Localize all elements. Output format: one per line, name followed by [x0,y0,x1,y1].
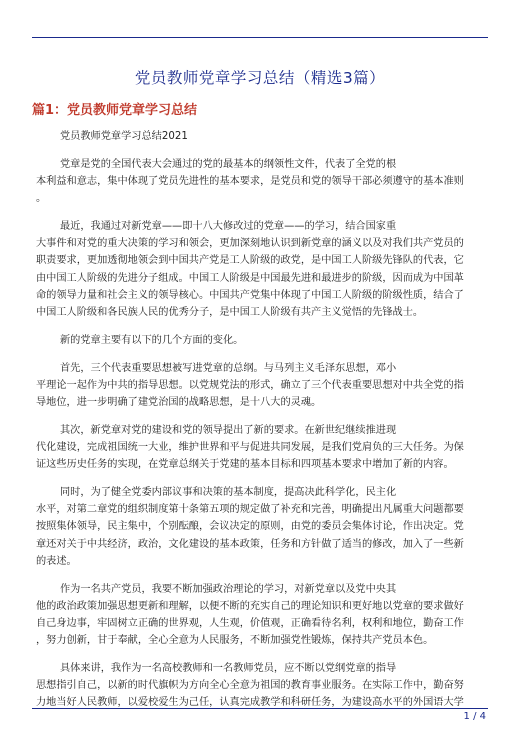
text-line: 职责要求，更加透彻地领会到中国共产党是工人阶级的政党，是中国工人阶级先锋队的代表，它 [36,255,464,267]
paragraph [36,484,486,570]
section-heading: 篇1：党员教师党章学习总结 [32,103,198,118]
page-number: 1 / 4 [463,711,486,722]
document-body [36,128,486,722]
text-line: 。 [36,193,47,205]
text-line: 命的领导力量和社会主义的领导核心。中国共产党集中体现了中国工人阶级的阶级性质，结合了 [36,289,464,301]
text-line: 按照集体领导，民主集中，个别酝酿，会议决定的原则，由党的委员会集体讨论，作出决定。党 [36,521,464,533]
bottom-rule [32,708,488,709]
text-line: 最近，我通过对新党章——即十八大修改过的党章——的学习，结合国家重 [60,221,397,232]
text-line: 本利益和意志，集中体现了党员先进性的基本要求，是党员和党的领导干部必须遵守的基本准则 [36,176,464,187]
text-line: 党章是党的全国代表大会通过的党的最基本的纲领性文件，代表了全党的根 [60,158,397,170]
text-line: 章还对关于中共经济，政治，文化建设的基本政策，任务和方针做了适当的修改，加入了一些新 [36,538,464,550]
text-line: 新的党章主要有以下的几个方面的变化。 [60,334,244,346]
text-line: 具体来讲，我作为一名高校教师和一名教师党员，应不断以党纲党章的指导 [60,663,397,675]
text-line: 证这些历史任务的实现，在党章总纲关于党建的基本目标和四项基本要求中增加了新的内容。 [36,459,454,471]
text-line: 作为一名共产党员，我要不断加强政治理论的学习，对新党章以及党中央其 [60,583,397,595]
paragraph [36,660,486,712]
text-line: 大事件和对党的重大决策的学习和领会，更加深刻地认识到新党章的涵义以及对我们共产党员的 [36,238,464,250]
text-line: 同时，为了健全党委内部议事和决策的基本制度，提高决此科学化，民主化 [60,487,397,499]
text-line: ，努力创新，甘于奉献，全心全意为人民服务，不断加强党性锻炼，保持共产党员本色。 [36,635,434,647]
paragraph [36,581,486,650]
text-line: 他的政治政策加强思想更新和理解，以便不断的充实自己的理论知识和更好地以党章的要求做好 [36,600,464,612]
paragraph [36,360,486,412]
text-line: 平理论一起作为中共的指导思想。以党规党法的形式，确立了三个代表重要思想对中共全党的指 [36,379,464,391]
text-line: 首先，三个代表重要思想被写进党章的总纲。与马列主义毛泽东思想，邓小 [60,362,397,374]
text-line: 自己身边事，牢固树立正确的世界观，人生观，价值观，正确看待名利，权利和地位，勤奋工作 [36,618,464,630]
top-rule [32,37,488,38]
text-line: 中国工人阶级和各民族人民的优秀分子，是中国工人阶级有共产主义觉悟的先锋战士。 [36,307,424,319]
paragraph [36,128,486,145]
text-line: 其次，新党章对党的建设和党的领导提出了新的要求。在新世纪继续推进现 [60,424,397,436]
text-line: 由中国工人阶级的先进分子组成。中国工人阶级是中国最先进和最进步的阶级，因而成为中国革 [36,272,464,284]
text-line: 导地位，进一步明确了建党治国的战略思想，是十八大的灵魂。 [36,397,322,409]
text-line: 党员教师党章学习总结2021 [60,131,188,142]
paragraph [36,156,486,208]
text-line: 代化建设，完成祖国统一大业，维护世界和平与促进共同发展，是我们党肩负的三大任务。为保 [36,442,464,454]
text-line: 水平，对第二章党的组织制度第十条第五项的规定做了补充和完善，明确提出凡属重大问题都要 [36,504,464,516]
paragraph [36,422,486,474]
document-title: 党员教师党章学习总结（精选3篇） [134,69,386,87]
text-line: 的表述。 [36,555,77,567]
paragraph [36,332,486,349]
text-line: 思想指引自己，以新的时代旗帜为方向全心全意为祖国的教育事业服务。在实际工作中，勤奋努 [36,680,464,692]
paragraph [36,218,486,321]
text-line: 力地当好人民教师，以爱校爱生为己任，认真完成教学和科研任务，为建设高水平的外国语大学 [36,697,464,709]
